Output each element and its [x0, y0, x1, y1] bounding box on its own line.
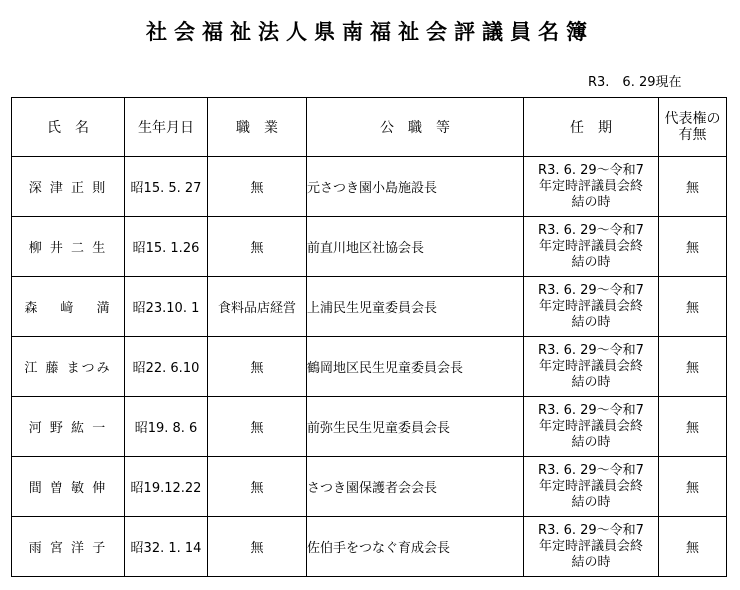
table-row	[12, 337, 727, 397]
header-public-office: 公 職 等	[307, 98, 524, 157]
councillor-roster-table	[11, 97, 727, 577]
term-line1: R3. 6. 29～令和7	[538, 522, 644, 538]
cell-public-office: 鶴岡地区民生児童委員会長	[307, 337, 524, 397]
cell-occupation: 無	[208, 157, 307, 217]
cell-name: 柳 井 二 生	[12, 217, 125, 277]
cell-term	[524, 337, 659, 397]
term-line2: 年定時評議員会終	[538, 478, 643, 494]
term-line1: R3. 6. 29～令和7	[538, 162, 644, 178]
cell-representation: 無	[659, 277, 727, 337]
cell-birth-date: 昭15. 1.26	[125, 217, 208, 277]
header-term: 任 期	[524, 98, 659, 157]
cell-public-office: 前直川地区社協会長	[307, 217, 524, 277]
cell-occupation: 無	[208, 457, 307, 517]
term-line3: 結の時	[571, 434, 611, 450]
term-line3: 結の時	[571, 494, 611, 510]
term-line2: 年定時評議員会終	[538, 418, 643, 434]
header-birth-date: 生年月日	[125, 98, 208, 157]
header-representation	[659, 98, 727, 157]
cell-representation: 無	[659, 337, 727, 397]
term-line1: R3. 6. 29～令和7	[538, 402, 644, 418]
cell-public-office: 上浦民生児童委員会長	[307, 277, 524, 337]
cell-term	[524, 217, 659, 277]
term-line3: 結の時	[571, 254, 611, 270]
cell-birth-date: 昭19. 8. 6	[125, 397, 208, 457]
cell-representation: 無	[659, 457, 727, 517]
term-line1: R3. 6. 29～令和7	[538, 342, 644, 358]
cell-name: 雨 宮 洋 子	[12, 517, 125, 577]
cell-public-office: 元さつき園小島施設長	[307, 157, 524, 217]
document-title: 社会福祉法人県南福祉会評議員名簿	[146, 20, 594, 44]
table-row	[12, 157, 727, 217]
term-line3: 結の時	[571, 194, 611, 210]
header-occupation: 職 業	[208, 98, 307, 157]
cell-term	[524, 277, 659, 337]
cell-public-office: さつき園保護者会会長	[307, 457, 524, 517]
term-line3: 結の時	[571, 374, 611, 390]
cell-representation: 無	[659, 217, 727, 277]
cell-term	[524, 457, 659, 517]
term-line1: R3. 6. 29～令和7	[538, 222, 644, 238]
cell-occupation: 無	[208, 397, 307, 457]
cell-name: 河 野 紘 一	[12, 397, 125, 457]
header-representation-line2: 有無	[678, 127, 707, 143]
term-line1: R3. 6. 29～令和7	[538, 462, 644, 478]
term-line3: 結の時	[571, 554, 611, 570]
header-representation-line1: 代表権の	[664, 111, 721, 127]
table-row	[12, 217, 727, 277]
cell-birth-date: 昭23.10. 1	[125, 277, 208, 337]
term-line3: 結の時	[571, 314, 611, 330]
table-row	[12, 457, 727, 517]
table-row	[12, 277, 727, 337]
cell-representation: 無	[659, 157, 727, 217]
cell-representation: 無	[659, 517, 727, 577]
cell-occupation: 食料品店経営	[208, 277, 307, 337]
term-line2: 年定時評議員会終	[538, 298, 643, 314]
cell-term	[524, 397, 659, 457]
term-line2: 年定時評議員会終	[538, 358, 643, 374]
cell-name: 間 曽 敏 伸	[12, 457, 125, 517]
term-line1: R3. 6. 29～令和7	[538, 282, 644, 298]
cell-birth-date: 昭15. 5. 27	[125, 157, 208, 217]
table-row	[12, 397, 727, 457]
as-of-date: R3. 6. 29現在	[588, 75, 682, 90]
cell-name: 江 藤 まつみ	[12, 337, 125, 397]
cell-occupation: 無	[208, 517, 307, 577]
cell-occupation: 無	[208, 217, 307, 277]
cell-public-office: 前弥生民生児童委員会長	[307, 397, 524, 457]
term-line2: 年定時評議員会終	[538, 538, 643, 554]
table-row	[12, 517, 727, 577]
cell-term	[524, 517, 659, 577]
table-header-row	[12, 98, 727, 157]
header-name: 氏 名	[12, 98, 125, 157]
cell-name: 森 﨑 満	[12, 277, 125, 337]
cell-public-office: 佐伯手をつなぐ育成会長	[307, 517, 524, 577]
cell-birth-date: 昭22. 6.10	[125, 337, 208, 397]
cell-name: 深 津 正 則	[12, 157, 125, 217]
cell-birth-date: 昭32. 1. 14	[125, 517, 208, 577]
cell-birth-date: 昭19.12.22	[125, 457, 208, 517]
cell-term	[524, 157, 659, 217]
term-line2: 年定時評議員会終	[538, 238, 643, 254]
term-line2: 年定時評議員会終	[538, 178, 643, 194]
cell-occupation: 無	[208, 337, 307, 397]
cell-representation: 無	[659, 397, 727, 457]
